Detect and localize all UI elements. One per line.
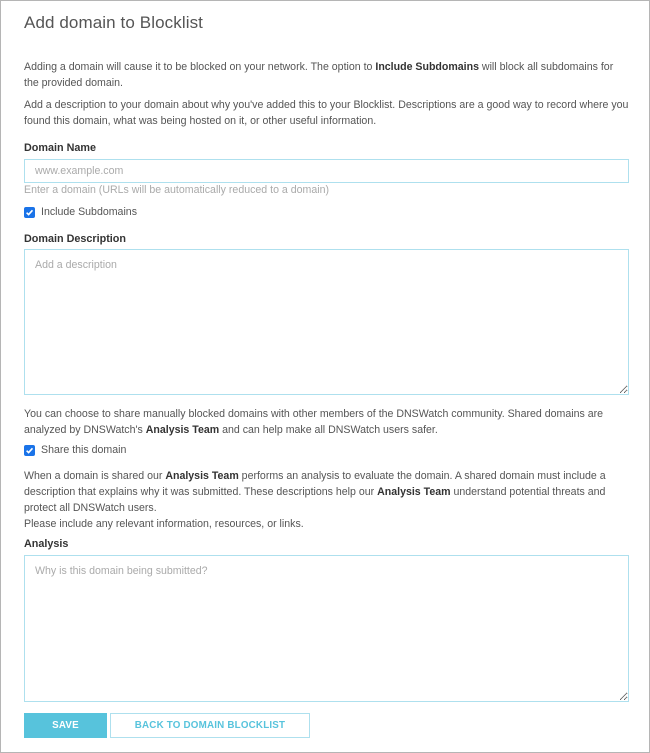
page-title: Add domain to Blocklist <box>24 13 203 32</box>
domain-name-label: Domain Name <box>24 142 96 154</box>
domain-description-label: Domain Description <box>24 233 126 245</box>
share-text: You can choose to share manually blocked domains with other members of the DNSWatch community. Shared domains are analyzed by DNSWatch's <box>24 408 604 436</box>
include-subdomains-checkbox[interactable] <box>24 206 137 218</box>
share-text-end: and can help make all DNSWatch users safer. <box>219 424 438 436</box>
share-domain-label: Share this domain <box>41 444 127 456</box>
analysis-text-mid: performs an analysis to evaluate the domain. A shared domain must include a description that explains why it was submitted. These descriptions help our <box>24 470 606 498</box>
analysis-textarea[interactable] <box>24 555 629 702</box>
domain-name-input[interactable] <box>24 159 629 183</box>
include-subdomains-label: Include Subdomains <box>41 206 137 218</box>
intro-paragraph <box>24 59 629 91</box>
analysis-text: When a domain is shared our <box>24 470 166 482</box>
share-domain-checkbox[interactable] <box>24 444 126 456</box>
back-to-blocklist-button[interactable]: BACK TO DOMAIN BLOCKLIST <box>110 713 310 738</box>
description-paragraph: Add a description to your domain about why you've added this to your Blocklist. Descriptions are a good way to record where you found this domain, what was being hosted on it, or other useful information. <box>24 99 629 127</box>
intro-text-end: will block all subdomains for the provided domain. <box>24 61 614 89</box>
share-paragraph <box>24 406 629 438</box>
analysis-label: Analysis <box>24 538 69 550</box>
analysis-paragraph <box>24 468 629 516</box>
intro-bold: Include Subdomains <box>375 61 479 73</box>
save-button[interactable]: SAVE <box>24 713 107 738</box>
analysis-bold: Analysis Team <box>165 470 239 482</box>
domain-name-help: Enter a domain (URLs will be automatically reduced to a domain) <box>24 184 330 196</box>
share-bold: Analysis Team <box>145 424 220 436</box>
analysis-text-end: understand potential threats and protect all DNSWatch users. <box>24 486 606 514</box>
intro-text: Adding a domain will cause it to be blocked on your network. The option to <box>24 61 376 73</box>
checkbox-checked-icon[interactable] <box>24 445 35 456</box>
domain-description-textarea[interactable] <box>24 249 629 395</box>
checkbox-checked-icon[interactable] <box>24 207 35 218</box>
include-info-paragraph: Please include any relevant information, resources, or links. <box>24 518 304 530</box>
analysis-bold-2: Analysis Team <box>377 486 451 498</box>
